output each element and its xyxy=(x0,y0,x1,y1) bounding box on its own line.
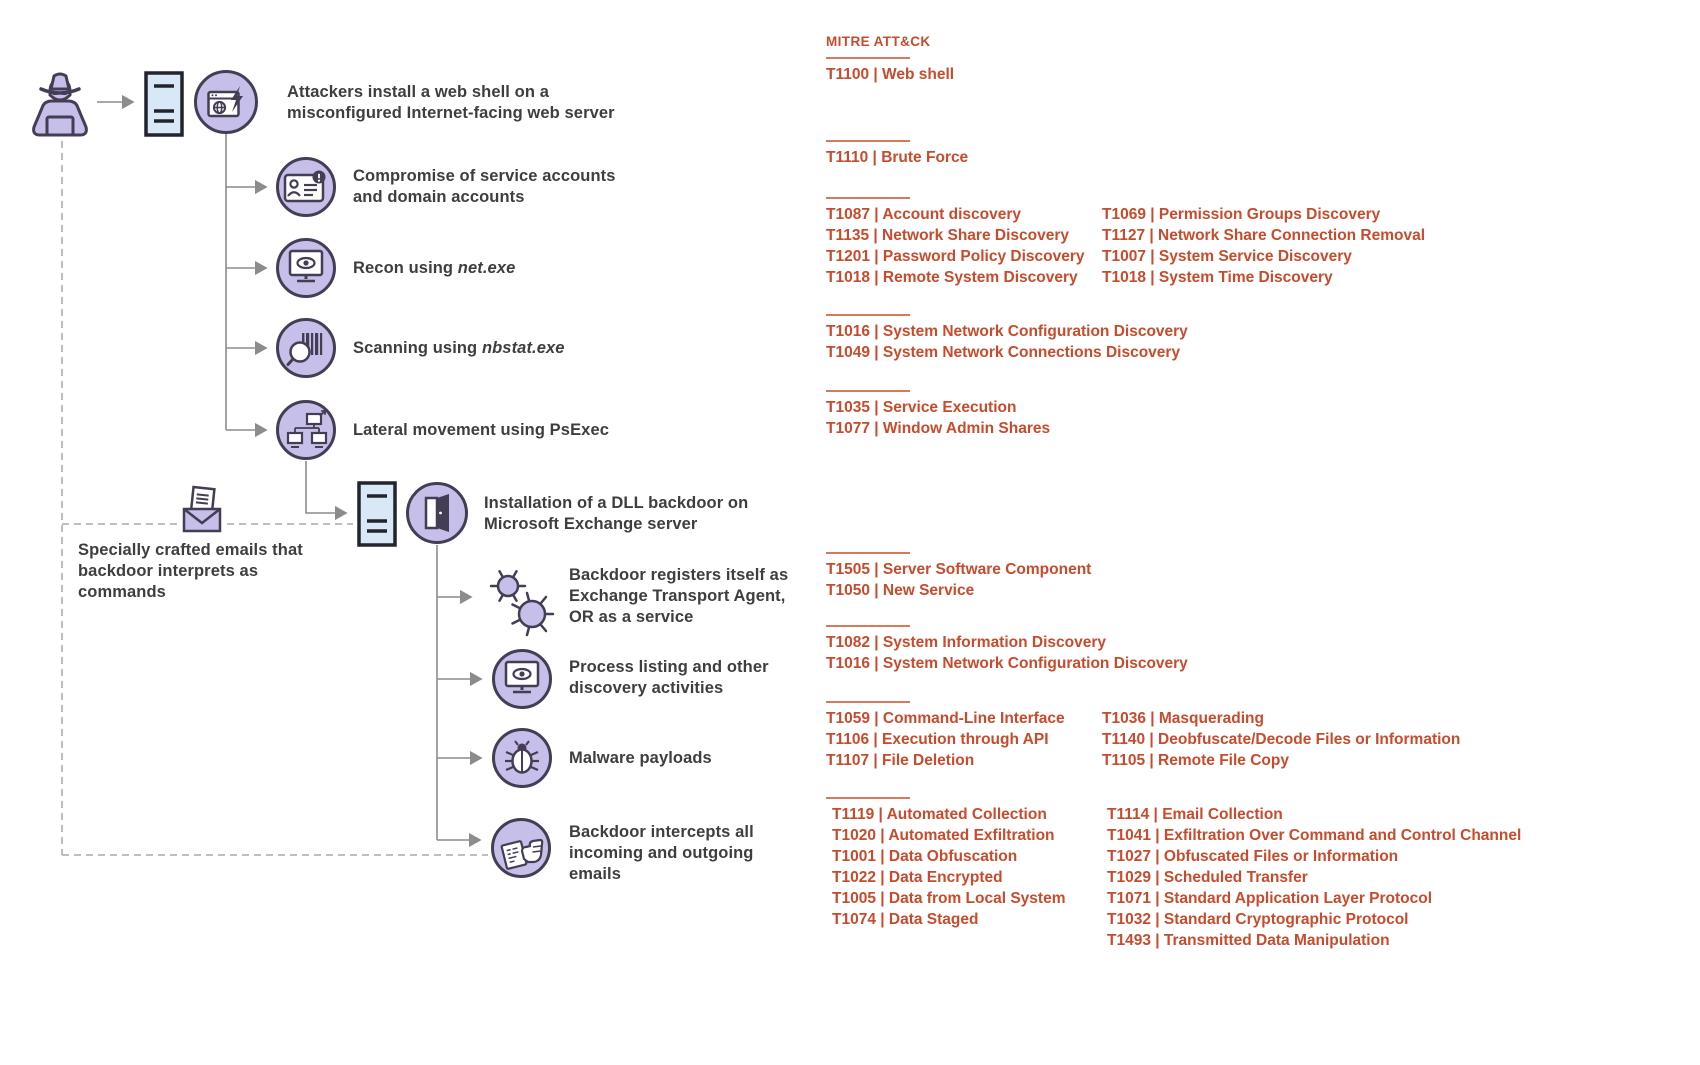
step-label-malware: Malware payloads xyxy=(569,749,712,767)
mitre-technique-list xyxy=(1102,204,1425,288)
mitre-group-malware xyxy=(826,701,1460,771)
divider xyxy=(826,390,910,392)
web-server-icon xyxy=(144,71,184,137)
mitre-technique: T1074 | Data Staged xyxy=(832,911,979,928)
divider xyxy=(826,797,910,799)
step-label-register: Backdoor registers itself as Exchange Transport Agent, OR as a service xyxy=(569,566,789,626)
step-label-text: Recon using xyxy=(353,259,458,277)
exchange-server-icon xyxy=(357,481,397,547)
mitre-group-web-shell xyxy=(826,57,954,85)
mitre-technique: T1107 | File Deletion xyxy=(826,752,975,769)
mitre-technique: T1127 | Network Share Connection Removal xyxy=(1102,227,1426,244)
step-label-recon xyxy=(353,258,653,279)
mitre-technique: T1106 | Execution through API xyxy=(826,731,1049,748)
email-envelope-icon xyxy=(179,484,225,536)
mitre-technique-list xyxy=(1102,708,1460,771)
mitre-technique: T1110 | Brute Force xyxy=(826,149,969,166)
step-label-em: nbstat.exe xyxy=(481,339,565,357)
id-card-alert-icon xyxy=(276,157,336,217)
mitre-technique: T1135 | Network Share Discovery xyxy=(826,227,1069,244)
step-label-em: net.exe xyxy=(457,259,516,277)
mitre-technique: T1007 | System Service Discovery xyxy=(1102,248,1352,265)
divider xyxy=(826,197,910,199)
step-label-install-backdoor: Installation of a DLL backdoor on Microsoft Exchange server xyxy=(484,494,749,533)
step-label-process-listing: Process listing and other discovery activities xyxy=(569,658,769,697)
mitre-technique-list xyxy=(826,632,1188,674)
divider xyxy=(826,57,910,59)
mitre-technique: T1018 | System Time Discovery xyxy=(1102,269,1333,286)
mitre-group-scanning xyxy=(826,314,1188,363)
barcode-scan-icon xyxy=(276,318,336,378)
mitre-technique: T1071 | Standard Application Layer Protocol xyxy=(1107,890,1433,907)
email-note-label: Specially crafted emails that backdoor interprets as commands xyxy=(78,541,303,601)
mitre-technique: T1140 | Deobfuscate/Decode Files or Information xyxy=(1102,731,1461,748)
mitre-technique: T1036 | Masquerading xyxy=(1102,710,1264,727)
divider xyxy=(826,701,910,703)
mitre-group-process xyxy=(826,625,1188,674)
mitre-technique: T1016 | System Network Configuration Discovery xyxy=(826,655,1188,672)
mitre-technique: T1069 | Permission Groups Discovery xyxy=(1102,206,1381,223)
step-label-lateral: Lateral movement using PsExec xyxy=(353,421,609,439)
mitre-technique: T1493 | Transmitted Data Manipulation xyxy=(1107,932,1390,949)
mitre-technique: T1041 | Exfiltration Over Command and Control Channel xyxy=(1107,827,1522,844)
mitre-technique: T1020 | Automated Exfiltration xyxy=(832,827,1055,844)
mitre-technique: T1059 | Command-Line Interface xyxy=(826,710,1065,727)
mitre-group-register xyxy=(826,552,1091,601)
mitre-technique-list xyxy=(826,64,954,85)
mitre-technique-list xyxy=(826,397,1050,439)
mitre-technique: T1049 | System Network Connections Discovery xyxy=(826,344,1181,361)
mitre-technique: T1035 | Service Execution xyxy=(826,399,1017,416)
attacker-spy-icon xyxy=(26,66,94,138)
step-label-compromise: Compromise of service accounts and domain accounts xyxy=(353,167,616,206)
mitre-technique: T1032 | Standard Cryptographic Protocol xyxy=(1107,911,1409,928)
mitre-technique: T1077 | Window Admin Shares xyxy=(826,420,1051,437)
step-label-intercept: Backdoor intercepts all incoming and outgoing emails xyxy=(569,823,754,883)
mitre-technique: T1201 | Password Policy Discovery xyxy=(826,248,1085,265)
mitre-technique: T1114 | Email Collection xyxy=(1107,806,1283,823)
network-psexec-icon xyxy=(276,400,336,460)
bug-icon xyxy=(492,728,552,788)
mitre-group-brute-force xyxy=(826,140,968,168)
mitre-technique-list xyxy=(826,147,968,168)
mitre-technique: T1100 | Web shell xyxy=(826,66,955,83)
web-shell-icon xyxy=(194,70,258,134)
step-label-web-shell: Attackers install a web shell on a misconfigured Internet-facing web server xyxy=(287,83,615,122)
mitre-attack-header: MITRE ATT&CK xyxy=(826,34,931,49)
mitre-technique: T1022 | Data Encrypted xyxy=(832,869,1003,886)
germs-icon xyxy=(486,566,556,638)
mitre-group-recon xyxy=(826,197,1425,288)
mitre-group-lateral xyxy=(826,390,1050,439)
mitre-technique: T1001 | Data Obfuscation xyxy=(832,848,1018,865)
mitre-technique: T1082 | System Information Discovery xyxy=(826,634,1106,651)
mitre-technique: T1029 | Scheduled Transfer xyxy=(1107,869,1308,886)
step-label-text: Scanning using xyxy=(353,339,482,357)
mitre-technique: T1505 | Server Software Component xyxy=(826,561,1092,578)
divider xyxy=(826,625,910,627)
mitre-technique-list xyxy=(1107,804,1521,951)
mitre-technique: T1018 | Remote System Discovery xyxy=(826,269,1078,286)
mitre-technique: T1027 | Obfuscated Files or Information xyxy=(1107,848,1399,865)
monitor-eye-icon xyxy=(492,649,552,709)
divider xyxy=(826,314,910,316)
mitre-technique: T1016 | System Network Configuration Discovery xyxy=(826,323,1188,340)
hand-letter-icon xyxy=(491,818,551,878)
mitre-group-intercept xyxy=(826,797,1521,951)
mitre-technique: T1050 | New Service xyxy=(826,582,975,599)
mitre-technique-list xyxy=(826,321,1188,363)
backdoor-door-icon xyxy=(406,482,468,544)
mitre-technique-list xyxy=(832,804,1107,951)
step-label-scanning xyxy=(353,338,653,359)
mitre-technique: T1119 | Automated Collection xyxy=(832,806,1047,823)
mitre-technique: T1087 | Account discovery xyxy=(826,206,1022,223)
divider xyxy=(826,552,910,554)
mitre-technique: T1105 | Remote File Copy xyxy=(1102,752,1289,769)
mitre-technique-list xyxy=(826,204,1102,288)
mitre-technique-list xyxy=(826,708,1102,771)
mitre-technique: T1005 | Data from Local System xyxy=(832,890,1066,907)
divider xyxy=(826,140,910,142)
monitor-eye-icon xyxy=(276,238,336,298)
mitre-technique-list xyxy=(826,559,1091,601)
